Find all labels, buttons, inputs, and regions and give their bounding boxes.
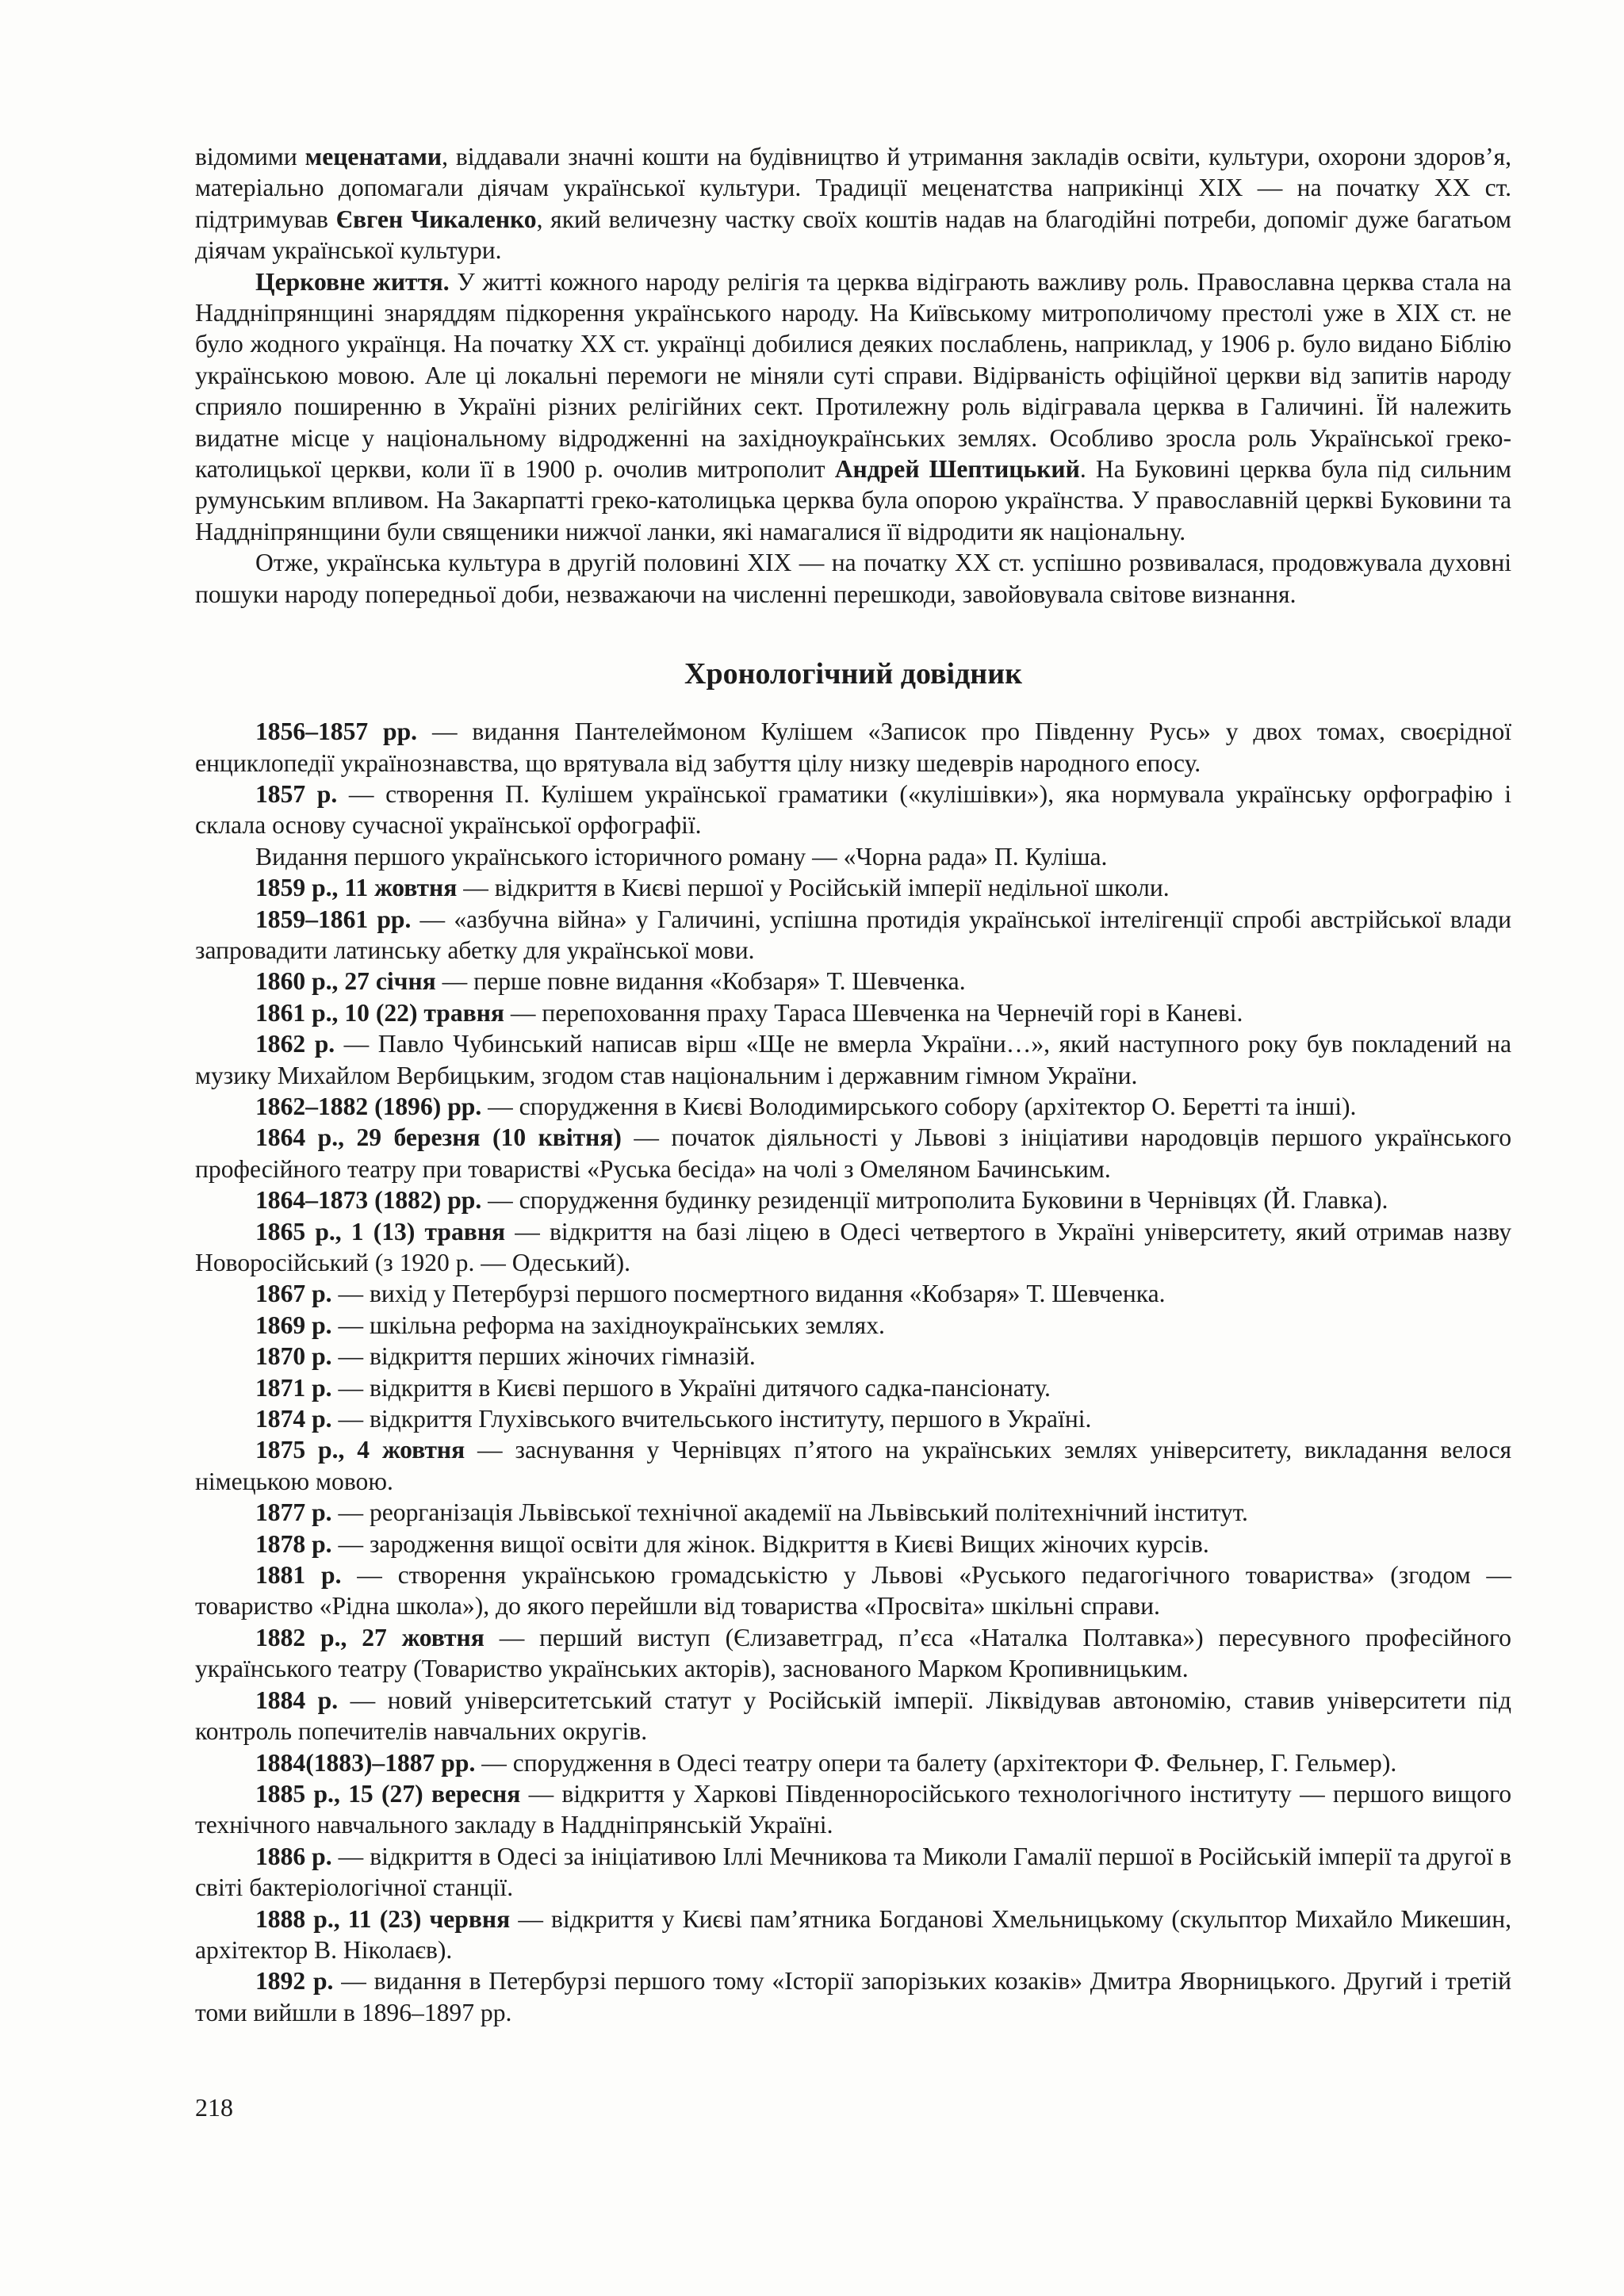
chronology-entry <box>195 716 1511 779</box>
chronology-list <box>195 716 1511 2028</box>
chronology-entry <box>195 872 1511 903</box>
chronology-entry <box>195 1310 1511 1341</box>
chronology-entry <box>195 1559 1511 1622</box>
entry-date: 1857 р. <box>255 779 338 808</box>
entry-date: 1886 р. <box>255 1842 332 1870</box>
chronology-entry <box>195 1497 1511 1528</box>
term-patrons: меценатами <box>304 143 442 170</box>
entry-text: — відкриття в Києві першого в Україні дитячого садка-пансіонату. <box>331 1373 1051 1402</box>
entry-date: 1885 р., 15 (27) вересня <box>255 1779 521 1808</box>
chronology-entry <box>195 1529 1511 1559</box>
chronology-entry <box>195 1122 1511 1184</box>
paragraph-conclusion: Отже, українська культура в другій половині XIX — на початку XX ст. успішно розвивалася, продовжувала духовні пошуки народу попередньої доби, незважаючи на численні перешкоди, завойовувала світове визнання. <box>195 549 1511 608</box>
text-column <box>195 141 1511 2028</box>
entry-date: 1881 р. <box>255 1561 342 1590</box>
entry-date: 1860 р., 27 січня <box>255 967 436 996</box>
name-chykalenko: Євген Чикаленко <box>335 205 537 233</box>
chronology-entry <box>195 779 1511 841</box>
entry-text: — відкриття на базі ліцею в Одесі четвертого в Україні університету, який отримав назву Новоросійський (з 1920 р. — Одеський). <box>195 1217 1511 1276</box>
entry-date: 1859–1861 рр. <box>255 905 412 933</box>
entry-text: — створення П. Кулішем української граматики («кулішівки»), яка нормувала українську орфографію і склала основу сучасної української орфографії. <box>195 779 1511 840</box>
name-sheptytsky: Андрей Шептицький <box>834 455 1080 484</box>
entry-date: 1867 р. <box>255 1280 332 1308</box>
chronology-entry <box>195 1372 1511 1403</box>
entry-text: — шкільна реформа на західноукраїнських землях. <box>331 1311 885 1339</box>
entry-text: — видання Пантелеймоном Кулішем «Записок про Південну Русь» у двох томах, своєрідної енциклопедії українознавства, що врятувала від забуття цілу низку шедеврів народного епосу. <box>195 718 1511 777</box>
entry-date: 1877 р. <box>255 1498 332 1527</box>
entry-text: — новий університетський статут у Російській імперії. Ліквідував автономію, ставив університети під контроль попечителів навчальних округів. <box>195 1686 1511 1746</box>
chronology-entry <box>195 1278 1511 1309</box>
entry-text: — вихід у Петербурзі першого посмертного видання «Кобзаря» Т. Шевченка. <box>331 1280 1166 1308</box>
entry-text: — відкриття у Харкові Південноросійського технологічного інституту — першого вищого технічного навчального закладу в Наддніпрянській Україні. <box>195 1779 1511 1839</box>
entry-date: 1874 р. <box>255 1405 332 1433</box>
entry-date: 1859 р., 11 жовтня <box>255 874 458 902</box>
entry-text: — перший виступ (Єлизаветград, п’єса «Наталка Полтавка») пересувного професійного українського театру (Товариство українських акторів), заснованого Марком Кропивницьким. <box>195 1623 1511 1683</box>
page-number: 218 <box>195 2093 233 2122</box>
entry-date: 1882 р., 27 жовтня <box>255 1623 485 1651</box>
entry-text: — заснування у Чернівцях п’ятого на українських землях університету, викладання велося німецькою мовою. <box>195 1436 1511 1495</box>
entry-text: — початок діяльності у Львові з ініціативи народовців першого українського професійного театру при товаристві «Руська бесіда» на чолі з Омеляном Бачинським. <box>195 1123 1512 1183</box>
entry-date: 1892 р. <box>255 1967 334 1996</box>
entry-date: 1875 р., 4 жовтня <box>255 1436 465 1464</box>
chronology-entry <box>195 1747 1511 1778</box>
chronology-entry <box>195 1403 1511 1434</box>
chronology-entry <box>195 904 1511 966</box>
chronology-entry <box>195 1341 1511 1372</box>
chronology-entry <box>195 1216 1511 1279</box>
entry-date: 1888 р., 11 (23) червня <box>255 1904 511 1933</box>
entry-date: 1869 р. <box>255 1311 332 1339</box>
entry-text: — «азбучна війна» у Галичині, успішна протидія української інтелігенції спробі австрійської влади запровадити латинську абетку для української мови. <box>195 905 1511 964</box>
chronology-entry <box>195 997 1511 1028</box>
entry-date: 1878 р. <box>255 1529 332 1558</box>
entry-text: — спорудження будинку резиденції митрополита Буковини в Чернівцях (Й. Главка). <box>481 1186 1388 1215</box>
entry-date: 1870 р. <box>255 1342 332 1371</box>
entry-date: 1862 р. <box>255 1030 335 1058</box>
entry-date: 1862–1882 (1896) рр. <box>255 1092 482 1120</box>
section-heading: Хронологічний довідник <box>684 657 1022 691</box>
entry-date: 1884(1883)–1887 рр. <box>255 1748 476 1777</box>
chronology-entry <box>195 1622 1511 1685</box>
entry-date: 1864 р., 29 березня (10 квітня) <box>255 1123 622 1152</box>
entry-text: — відкриття в Одесі за ініціативою Іллі Мечникова та Миколи Гамалії першої в Російській імперії та другої в світі бактеріологічної станції. <box>195 1842 1511 1902</box>
entry-text: — відкриття Глухівського вчительського інституту, першого в Україні. <box>331 1405 1092 1433</box>
entry-date: 1864–1873 (1882) рр. <box>255 1186 482 1215</box>
entry-text: — відкриття перших жіночих гімназій. <box>331 1342 756 1371</box>
entry-date: 1871 р. <box>255 1373 332 1402</box>
entry-date: 1856–1857 рр. <box>255 718 418 746</box>
entry-text: — перепоховання праху Тараса Шевченка на Чернечій горі в Каневі. <box>504 998 1243 1027</box>
entry-text: — зародження вищої освіти для жінок. Відкриття в Києві Вищих жіночих курсів. <box>331 1529 1209 1558</box>
chronology-entry <box>195 1904 1511 1966</box>
chronology-entry <box>195 1685 1511 1747</box>
entry-text: — реорганізація Львівської технічної академії на Львівський політехнічний інститут. <box>331 1498 1248 1527</box>
subheading-church-life: Церковне життя. <box>255 267 450 296</box>
entry-text: — перше повне видання «Кобзаря» Т. Шевченка. <box>435 967 966 996</box>
chronology-entry <box>195 1965 1511 2028</box>
chronology-entry <box>195 1028 1511 1091</box>
entry-text: — видання в Петербурзі першого тому «Історії запорізьких козаків» Дмитра Яворницького. Другий і третій томи вийшли в 1896–1897 рр. <box>195 1967 1512 2026</box>
entry-text: — спорудження в Одесі театру опери та балету (архітектори Ф. Фельнер, Г. Гельмер). <box>475 1748 1397 1777</box>
chronology-entry <box>195 966 1511 997</box>
chronology-entry <box>195 1184 1511 1215</box>
entry-date: 1884 р. <box>255 1686 339 1714</box>
entry-text: — відкриття в Києві першої у Російській імперії недільної школи. <box>457 874 1170 902</box>
entry-text: — спорудження в Києві Володимирського собору (архітектор О. Беретті та інші). <box>481 1092 1357 1120</box>
entry-text: — створення українською громадськістю у Львові «Руського педагогічного товариства» (згодом — товариство «Рідна школа»), до якого перейшли від товариства «Просвіта» шкільні справи. <box>195 1561 1511 1621</box>
paragraph-church-life: Церковне життя. У житті кожного народу релігія та церква відіграють важливу роль. Православна церква стала на Наддніпрянщині знаряддям підкорення українського народу. На Київському митрополичому престолі уже в XIX ст. не було жодного українця. На початку XX ст. українці добилися деяких послаблень, наприклад, у 1906 р. було видано Біблію українською мовою. Але ці локальні перемоги не міняли суті справи. Відірваність офіційної церкви від запитів народу сприяло поширенню в Україні різних релігійних сект. Протилежну роль відігравала церква в Галичині. Їй належить видатне місце у національному відродженні на західноукраїнських землях. Особливо зросла роль Української греко-католицької церкви, коли її в 1900 р. очолив митрополит Андрей Шептицький. На Буковині церква була під сильним румунським впливом. На Закарпатті греко-католицька церква була опорою українства. У православній церкві Буковини та Наддніпрянщини були священики нижчої ланки, які намагалися її відродити як національну. <box>195 267 1511 545</box>
entry-date: 1861 р., 10 (22) травня <box>255 998 505 1027</box>
entry-text: — Павло Чубинський написав вірш «Ще не вмерла України…», який наступного року був покладений на музику Михайлом Вербицьким, згодом став національним і державним гімном України. <box>195 1030 1511 1089</box>
entry-text: — відкриття у Києві пам’ятника Богданові Хмельницькому (скульптор Михайло Микешин, архітектор В. Ніколаєв). <box>195 1904 1512 1964</box>
entry-text: Видання першого українського історичного роману — «Чорна рада» П. Куліша. <box>255 842 1108 871</box>
entry-date: 1865 р., 1 (13) травня <box>255 1217 506 1246</box>
chronology-entry <box>195 841 1511 872</box>
chronology-entry <box>195 1434 1511 1497</box>
chronology-entry <box>195 1091 1511 1122</box>
chronology-entry <box>195 1778 1511 1841</box>
paragraph-patrons: відомими меценатами, віддавали значні кошти на будівництво й утримання закладів освіти, культури, охорони здоров’я, матеріально допомагали діячам української культури. Традиції меценатства наприкінці XIX — на початку XX ст. підтримував Євген Чикаленко, який величезну частку своїх коштів надав на благодійні потреби, допоміг дуже багатьом діячам української культури. <box>195 143 1511 265</box>
chronology-entry <box>195 1841 1511 1904</box>
